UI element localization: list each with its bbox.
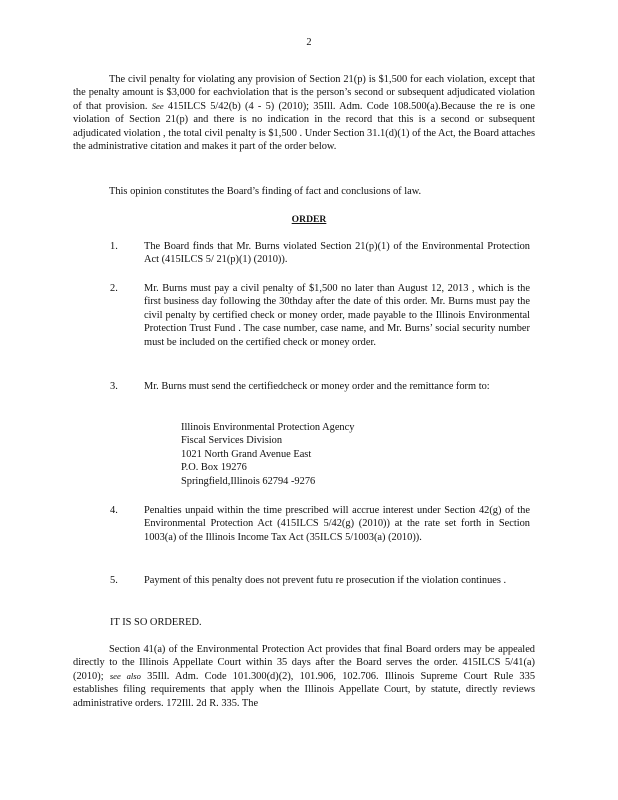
order-item-number: 5. <box>110 575 118 586</box>
order-item-number: 1. <box>110 241 118 252</box>
address-line: Springfield,Illinois 62794 -9276 <box>181 475 316 487</box>
order-item-text: Mr. Burns must pay a civil penalty of $1,500 no later than August 12, 2013 , which is the first business day following the 30thday after the date of this order. Mr. Burns must pay the civil penalty by certified check or money order, made payable to the Illinois Environmental Protection Trust Fund . The case number, case name, and Mr. Burns’ social security number must be included on the certified check or money order. <box>144 283 530 348</box>
page-number: 2 <box>306 37 312 48</box>
order-item-number: 2. <box>110 283 118 294</box>
civil-penalty-text-end: 415ILCS 5/42(b) (4 - 5) (2010); 35Ill. Adm. Code 108.500(a).Because the re is one violation of Section 21(p) and there is no indication in the record that this is a second or subsequent adjudicated violation , the total civil penalty is $1,500 . Under Section 31.1(d)(1) of the Act, the Board attaches the administrative citation and makes it part of the order below. <box>73 100 535 153</box>
address-line: 1021 North Grand Avenue East <box>181 448 312 460</box>
address-line: Illinois Environmental Protection Agency <box>181 422 355 433</box>
address-line: P.O. Box 19276 <box>181 462 247 474</box>
appeal-paragraph <box>73 643 535 710</box>
order-item-number: 3. <box>110 381 118 392</box>
see-also-signal: see also <box>109 670 141 681</box>
so-ordered: IT IS SO ORDERED. <box>110 617 202 628</box>
order-item-text: Penalties unpaid within the time prescribed will accrue interest under Section 42(g) of the Environmental Protection Act (415ILCS 5/42(g) (2010)) at the rate set forth in Section 1003(a) of the Illinois Income Tax Act (35ILCS 5/1003(a) (2010)). <box>144 505 530 543</box>
order-item-text: The Board finds that Mr. Burns violated Section 21(p)(1) of the Environmental Protection Act (415ILCS 5/ 21(p)(1) (2010)). <box>144 241 530 266</box>
civil-penalty-paragraph <box>73 73 535 153</box>
order-item-number: 4. <box>110 505 118 516</box>
address-line: Fiscal Services Division <box>181 435 283 447</box>
remittance-address <box>181 421 354 488</box>
appeal-text-start: Section 41(a) of the Environmental Protection Act provides that final Board orders may be appealed directly to the Illinois Appellate Court within 35 days after the Board serves the order. 415ILCS 5/41(a) (2010); <box>73 644 535 682</box>
civil-penalty-text-start: The civil penalty for violating any provision of Section 21(p) is $1,500 for each violation, except that the penalty amount is $3,000 for eachviolation that is the person’s second or subsequent adjudicated violation of that provision. <box>73 74 535 112</box>
order-heading: ORDER <box>291 214 327 225</box>
see-signal: See <box>151 100 164 111</box>
appeal-text-end: 35Ill. Adm. Code 101.300(d)(2), 101.906, 102.706. Illinois Supreme Court Rule 335 establishes filing requirements that apply when the Illinois Appellate Court, by statute, directly reviews administrative orders. 172Ill. 2d R. 335. The <box>73 670 536 709</box>
order-item-text: Payment of this penalty does not prevent futu re prosecution if the violation continues . <box>144 575 507 586</box>
order-item-text: Mr. Burns must send the certifiedcheck or money order and the remittance form to: <box>144 381 490 392</box>
opinion-paragraph: This opinion constitutes the Board’s finding of fact and conclusions of law. <box>109 186 422 197</box>
